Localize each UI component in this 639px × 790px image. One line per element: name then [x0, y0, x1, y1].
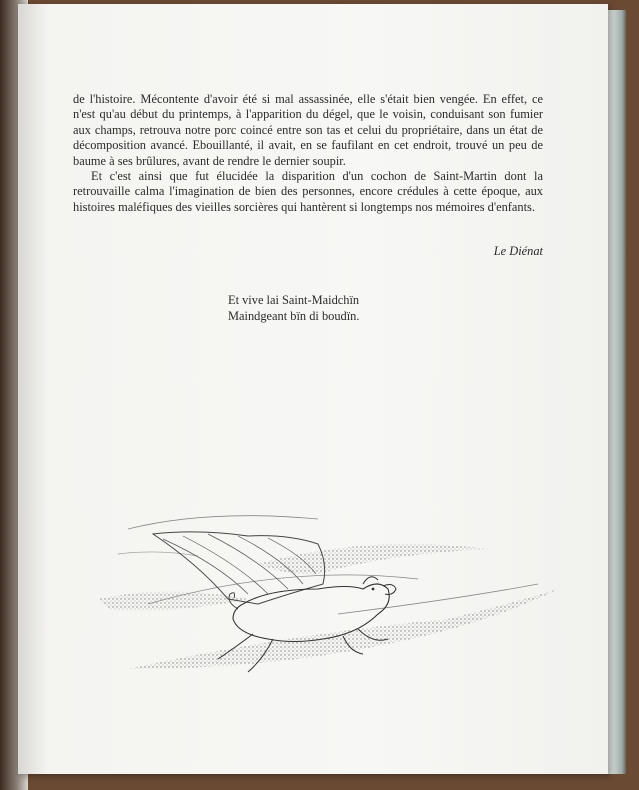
book-page: [18, 4, 608, 774]
verse-line-1: Et vive lai Saint-Maidchïn: [228, 293, 360, 307]
body-text: [73, 92, 543, 215]
verse: [228, 292, 428, 324]
wind-streak-upper: [258, 544, 488, 574]
pig-ear: [363, 577, 378, 584]
author-signature: Le Diénat: [493, 244, 543, 258]
speed-line-4: [118, 552, 198, 556]
wind-streak-left: [98, 592, 248, 611]
paragraph-2: Et c'est ainsi que fut élucidée la disparition d'un cochon de Saint-Martin dont la retrouvaille calma l'imagination de bien des personnes, encore crédules à cette époque, aux histoires maléfiques des vieilles sorcières qui hantèrent si longtemps nos mémoires d'enfants.: [73, 169, 543, 214]
paragraph-1: de l'histoire. Mécontente d'avoir été si mal assassinée, elle s'était bien vengée. En effet, ce n'est qu'au début du printemps, à l'apparition du dégel, que le voisin, conduisant son fumier aux champs, retrouva notre porc coincé entre son tas et celui du propriétaire, dans un état de décomposition avancé. Ebouillanté, il avait, en se faufilant en cet endroit, trouvé un peu de baume à ses brûlures, avant de rendre le dernier soupir.: [73, 92, 543, 168]
speed-line-1: [128, 516, 318, 529]
pig-eye: [372, 588, 375, 591]
page-stack-edge: [606, 10, 626, 774]
flying-pig-illustration: [88, 494, 568, 704]
verse-line-2: Maindgeant bïn di boudïn.: [228, 309, 360, 323]
